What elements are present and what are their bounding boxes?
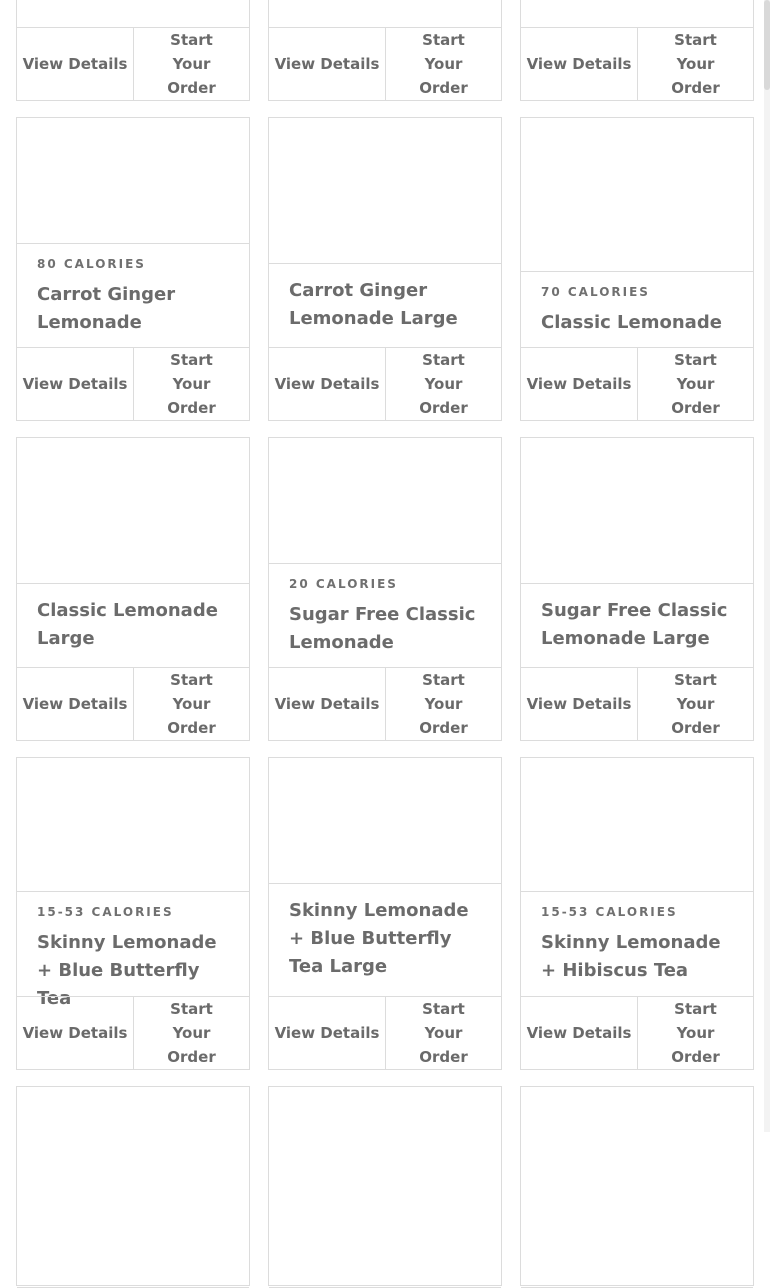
start-your-order-label: Start Your Order bbox=[419, 671, 468, 737]
menu-item-card[interactable] bbox=[520, 1086, 754, 1286]
menu-item-card[interactable] bbox=[16, 757, 250, 1070]
start-your-order-label: Start Your Order bbox=[671, 671, 720, 737]
view-details-button[interactable]: View Details bbox=[17, 348, 134, 420]
view-details-button[interactable]: View Details bbox=[17, 997, 134, 1069]
product-name[interactable]: Carrot Ginger Lemonade bbox=[37, 284, 176, 333]
start-your-order-button[interactable] bbox=[386, 668, 501, 740]
start-your-order-label: Start Your Order bbox=[671, 31, 720, 97]
product-name[interactable]: Carrot Ginger Lemonade Large bbox=[289, 280, 458, 329]
start-your-order-button[interactable] bbox=[134, 28, 249, 100]
calories-label: 15-53 CALORIES bbox=[541, 905, 678, 919]
product-image[interactable] bbox=[269, 1087, 501, 1288]
menu-item-card[interactable] bbox=[268, 757, 502, 1070]
product-image[interactable] bbox=[269, 758, 501, 884]
start-your-order-label: Start Your Order bbox=[167, 1000, 216, 1066]
menu-item-card[interactable] bbox=[268, 1086, 502, 1286]
menu-item-card[interactable] bbox=[16, 437, 250, 741]
menu-item-card[interactable] bbox=[16, 1086, 250, 1286]
start-your-order-label: Start Your Order bbox=[419, 351, 468, 417]
product-image[interactable] bbox=[17, 1087, 249, 1288]
card-actions bbox=[521, 27, 753, 100]
product-image[interactable] bbox=[521, 118, 753, 272]
view-details-button[interactable]: View Details bbox=[521, 28, 638, 100]
calories-label: 70 CALORIES bbox=[541, 285, 650, 299]
product-image[interactable] bbox=[521, 1087, 753, 1288]
start-your-order-label: Start Your Order bbox=[419, 1000, 468, 1066]
start-your-order-button[interactable] bbox=[134, 997, 249, 1069]
menu-item-card[interactable] bbox=[520, 437, 754, 741]
calories-label: 20 CALORIES bbox=[289, 577, 398, 591]
card-actions bbox=[17, 27, 249, 100]
start-your-order-label: Start Your Order bbox=[671, 351, 720, 417]
card-actions bbox=[521, 667, 753, 740]
view-details-button[interactable]: View Details bbox=[17, 28, 134, 100]
menu-item-card[interactable] bbox=[520, 117, 754, 421]
start-your-order-button[interactable] bbox=[386, 997, 501, 1069]
view-details-button[interactable]: View Details bbox=[269, 348, 386, 420]
view-details-button[interactable]: View Details bbox=[521, 668, 638, 740]
menu-item-card[interactable] bbox=[16, 0, 250, 101]
card-actions bbox=[269, 667, 501, 740]
product-name[interactable]: Classic Lemonade bbox=[541, 312, 722, 333]
view-details-button[interactable]: View Details bbox=[269, 997, 386, 1069]
card-actions bbox=[17, 667, 249, 740]
product-name[interactable]: Classic Lemonade Large bbox=[37, 600, 218, 649]
view-details-button[interactable]: View Details bbox=[269, 668, 386, 740]
start-your-order-label: Start Your Order bbox=[167, 31, 216, 97]
product-name[interactable]: Skinny Lemonade + Blue Butterfly Tea bbox=[37, 932, 217, 1009]
menu-item-card[interactable] bbox=[16, 117, 250, 421]
start-your-order-label: Start Your Order bbox=[167, 351, 216, 417]
card-actions bbox=[269, 996, 501, 1069]
product-image[interactable] bbox=[521, 758, 753, 892]
menu-item-card[interactable] bbox=[520, 757, 754, 1070]
card-actions bbox=[269, 347, 501, 420]
start-your-order-button[interactable] bbox=[638, 997, 753, 1069]
product-image[interactable] bbox=[17, 438, 249, 584]
product-image[interactable] bbox=[269, 118, 501, 264]
card-actions bbox=[521, 347, 753, 420]
scrollbar[interactable] bbox=[764, 0, 770, 1132]
calories-label: 15-53 CALORIES bbox=[37, 905, 174, 919]
product-image[interactable] bbox=[269, 438, 501, 564]
product-image[interactable] bbox=[17, 118, 249, 244]
view-details-button[interactable]: View Details bbox=[521, 997, 638, 1069]
start-your-order-button[interactable] bbox=[134, 668, 249, 740]
start-your-order-button[interactable] bbox=[134, 348, 249, 420]
card-actions bbox=[17, 347, 249, 420]
scrollbar-thumb[interactable] bbox=[764, 0, 770, 90]
card-actions bbox=[269, 27, 501, 100]
menu-item-card[interactable] bbox=[268, 437, 502, 741]
product-image[interactable] bbox=[521, 438, 753, 584]
start-your-order-button[interactable] bbox=[638, 28, 753, 100]
product-name[interactable]: Skinny Lemonade + Blue Butterfly Tea Large bbox=[289, 900, 469, 977]
view-details-button[interactable]: View Details bbox=[521, 348, 638, 420]
view-details-button[interactable]: View Details bbox=[269, 28, 386, 100]
product-name[interactable]: Sugar Free Classic Lemonade Large bbox=[541, 600, 728, 649]
start-your-order-button[interactable] bbox=[638, 348, 753, 420]
start-your-order-label: Start Your Order bbox=[671, 1000, 720, 1066]
calories-label: 80 CALORIES bbox=[37, 257, 146, 271]
start-your-order-button[interactable] bbox=[638, 668, 753, 740]
card-actions bbox=[521, 996, 753, 1069]
start-your-order-button[interactable] bbox=[386, 28, 501, 100]
menu-item-card[interactable] bbox=[268, 0, 502, 101]
start-your-order-label: Start Your Order bbox=[167, 671, 216, 737]
product-image[interactable] bbox=[17, 758, 249, 892]
start-your-order-label: Start Your Order bbox=[419, 31, 468, 97]
view-details-button[interactable]: View Details bbox=[17, 668, 134, 740]
menu-item-card[interactable] bbox=[268, 117, 502, 421]
start-your-order-button[interactable] bbox=[386, 348, 501, 420]
menu-item-card[interactable] bbox=[520, 0, 754, 101]
product-name[interactable]: Skinny Lemonade + Hibiscus Tea bbox=[541, 932, 721, 981]
card-actions bbox=[17, 996, 249, 1069]
product-name[interactable]: Sugar Free Classic Lemonade bbox=[289, 604, 476, 653]
